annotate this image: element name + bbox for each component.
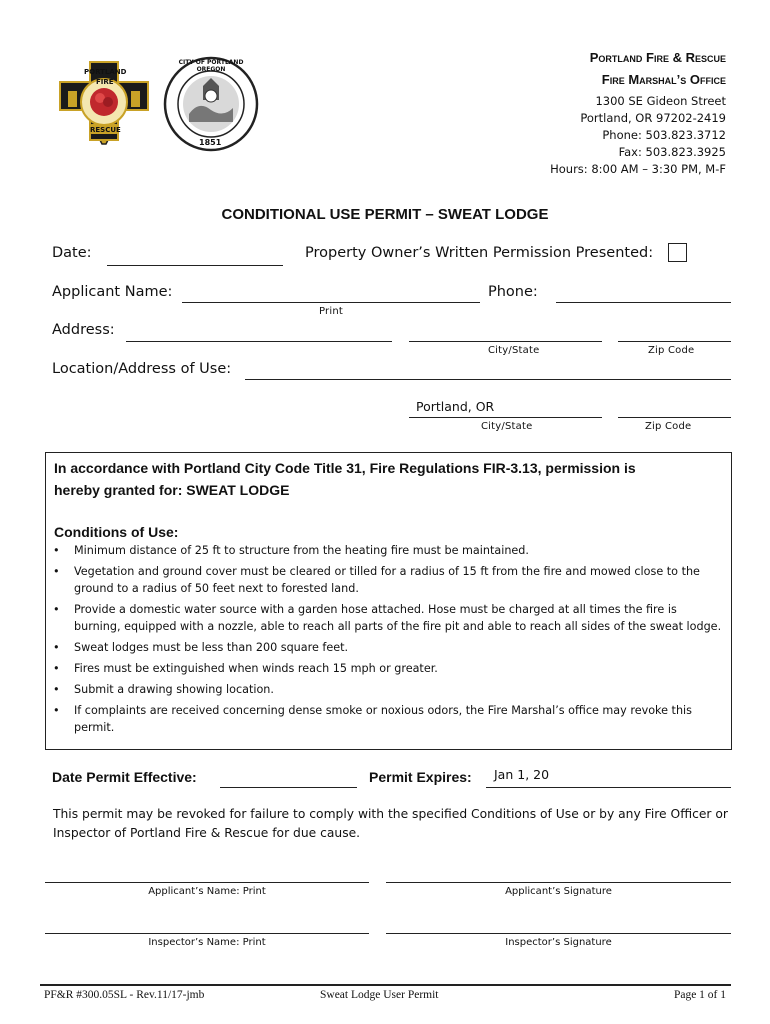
logo-top-text: PORTLAND <box>84 68 127 76</box>
office-hours: Hours: 8:00 AM – 3:30 PM, M-F <box>550 162 726 176</box>
effective-date-label: Date Permit Effective: <box>52 769 197 785</box>
bullet-icon: • <box>53 565 60 578</box>
permit-heading <box>54 457 714 501</box>
conditions-title: Conditions of Use: <box>54 524 179 540</box>
condition-text: Sweat lodges must be less than 200 square feet. <box>74 641 349 654</box>
condition-text: Submit a drawing showing location. <box>74 683 274 696</box>
address-field[interactable] <box>126 341 392 342</box>
fax-number: Fax: 503.823.3925 <box>618 145 726 159</box>
revocation-notice: This permit may be revoked for failure to comply with the specified Conditions of Use or by any Fire Officer or Inspector of Portland Fire & Rescue for due cause. <box>53 807 728 840</box>
footer-page-number: Page 1 of 1 <box>673 989 726 1001</box>
phone-field[interactable] <box>556 302 731 303</box>
bullet-icon: • <box>53 641 60 654</box>
condition-item <box>53 702 725 736</box>
bullet-icon: • <box>53 704 60 717</box>
bullet-icon: • <box>53 662 60 675</box>
office-name: Fire Marshal’s Office <box>601 72 726 87</box>
logo-mid-text: FIRE <box>96 78 114 86</box>
location-city-field[interactable] <box>409 417 602 418</box>
condition-text: Minimum distance of 25 ft to structure from the heating fire must be maintained. <box>74 544 529 557</box>
applicant-name-line[interactable] <box>45 882 369 883</box>
phone-number: Phone: 503.823.3712 <box>602 128 726 142</box>
location-field[interactable] <box>245 379 731 380</box>
city-address: Portland, OR 97202-2419 <box>580 111 726 125</box>
applicant-name-caption: Applicant’s Name: Print <box>148 886 266 897</box>
condition-text: Provide a domestic water source with a garden hose attached. Hose must be charged at all times the fire is burning, equipped with a nozzle, able to reach all parts of the fire pit and able to reach all sides of the sweat lodge. <box>74 603 722 633</box>
location-label: Location/Address of Use: <box>52 361 232 377</box>
inspector-signature-line[interactable] <box>386 933 731 934</box>
location-zip-field[interactable] <box>618 417 731 418</box>
condition-item <box>53 639 725 656</box>
logo-bottom-text: RESCUE <box>90 126 121 134</box>
zip-field[interactable] <box>618 341 731 342</box>
bullet-icon: • <box>53 683 60 696</box>
permit-heading-line2: hereby granted for: SWEAT LODGE <box>54 482 290 498</box>
expires-field[interactable] <box>486 787 731 788</box>
conditions-list <box>53 542 725 740</box>
condition-item <box>53 660 725 677</box>
city-state-caption: City/State <box>488 345 540 356</box>
document-title: CONDITIONAL USE PERMIT – SWEAT LODGE <box>221 206 549 223</box>
seal-year: 1851 <box>199 138 222 147</box>
permission-checkbox[interactable] <box>668 243 687 262</box>
condition-item <box>53 563 725 597</box>
fire-rescue-logo <box>54 58 154 148</box>
expires-label: Permit Expires: <box>369 769 472 785</box>
seal-text: CITY OF PORTLAND OREGON <box>178 59 244 73</box>
inspector-name-line[interactable] <box>45 933 369 934</box>
condition-item <box>53 542 725 559</box>
address-label: Address: <box>52 322 115 338</box>
org-name: Portland Fire & Rescue <box>589 50 726 65</box>
phone-label: Phone: <box>488 284 538 300</box>
applicant-name-field[interactable] <box>182 302 480 303</box>
expires-value: Jan 1, 20 <box>494 767 550 782</box>
zip-caption: Zip Code <box>648 345 695 356</box>
inspector-name-caption: Inspector’s Name: Print <box>148 937 266 948</box>
condition-text: If complaints are received concerning dense smoke or noxious odors, the Fire Marshal’s office may revoke this permit. <box>74 704 692 734</box>
effective-date-field[interactable] <box>220 787 357 788</box>
location-city-caption: City/State <box>481 421 533 432</box>
applicant-signature-caption: Applicant’s Signature <box>505 886 612 897</box>
location-city-value: Portland, OR <box>416 399 495 414</box>
footer-form-title: Sweat Lodge User Permit <box>320 989 439 1001</box>
print-caption: Print <box>319 306 344 317</box>
applicant-label: Applicant Name: <box>52 284 173 300</box>
permission-label: Property Owner’s Written Permission Presented: <box>305 245 654 261</box>
condition-item <box>53 601 725 635</box>
condition-text: Fires must be extinguished when winds reach 15 mph or greater. <box>74 662 438 675</box>
location-zip-caption: Zip Code <box>645 421 692 432</box>
footer-rule <box>40 984 731 986</box>
footer-form-id: PF&R #300.05SL - Rev.11/17-jmb <box>44 989 205 1001</box>
bullet-icon: • <box>53 603 60 616</box>
street-address: 1300 SE Gideon Street <box>595 94 726 108</box>
applicant-signature-line[interactable] <box>386 882 731 883</box>
date-field[interactable] <box>107 265 283 266</box>
condition-item <box>53 681 725 698</box>
permit-heading-line1: In accordance with Portland City Code Title 31, Fire Regulations FIR-3.13, permission is <box>54 460 636 476</box>
city-state-field[interactable] <box>409 341 602 342</box>
city-seal <box>163 56 259 152</box>
condition-text: Vegetation and ground cover must be cleared or tilled for a radius of 15 ft from the fire and mowed close to the ground to a radius of 50 feet next to forested land. <box>74 565 700 595</box>
bullet-icon: • <box>53 544 60 557</box>
inspector-signature-caption: Inspector’s Signature <box>505 937 612 948</box>
date-label: Date: <box>52 245 92 261</box>
office-address <box>550 93 726 178</box>
